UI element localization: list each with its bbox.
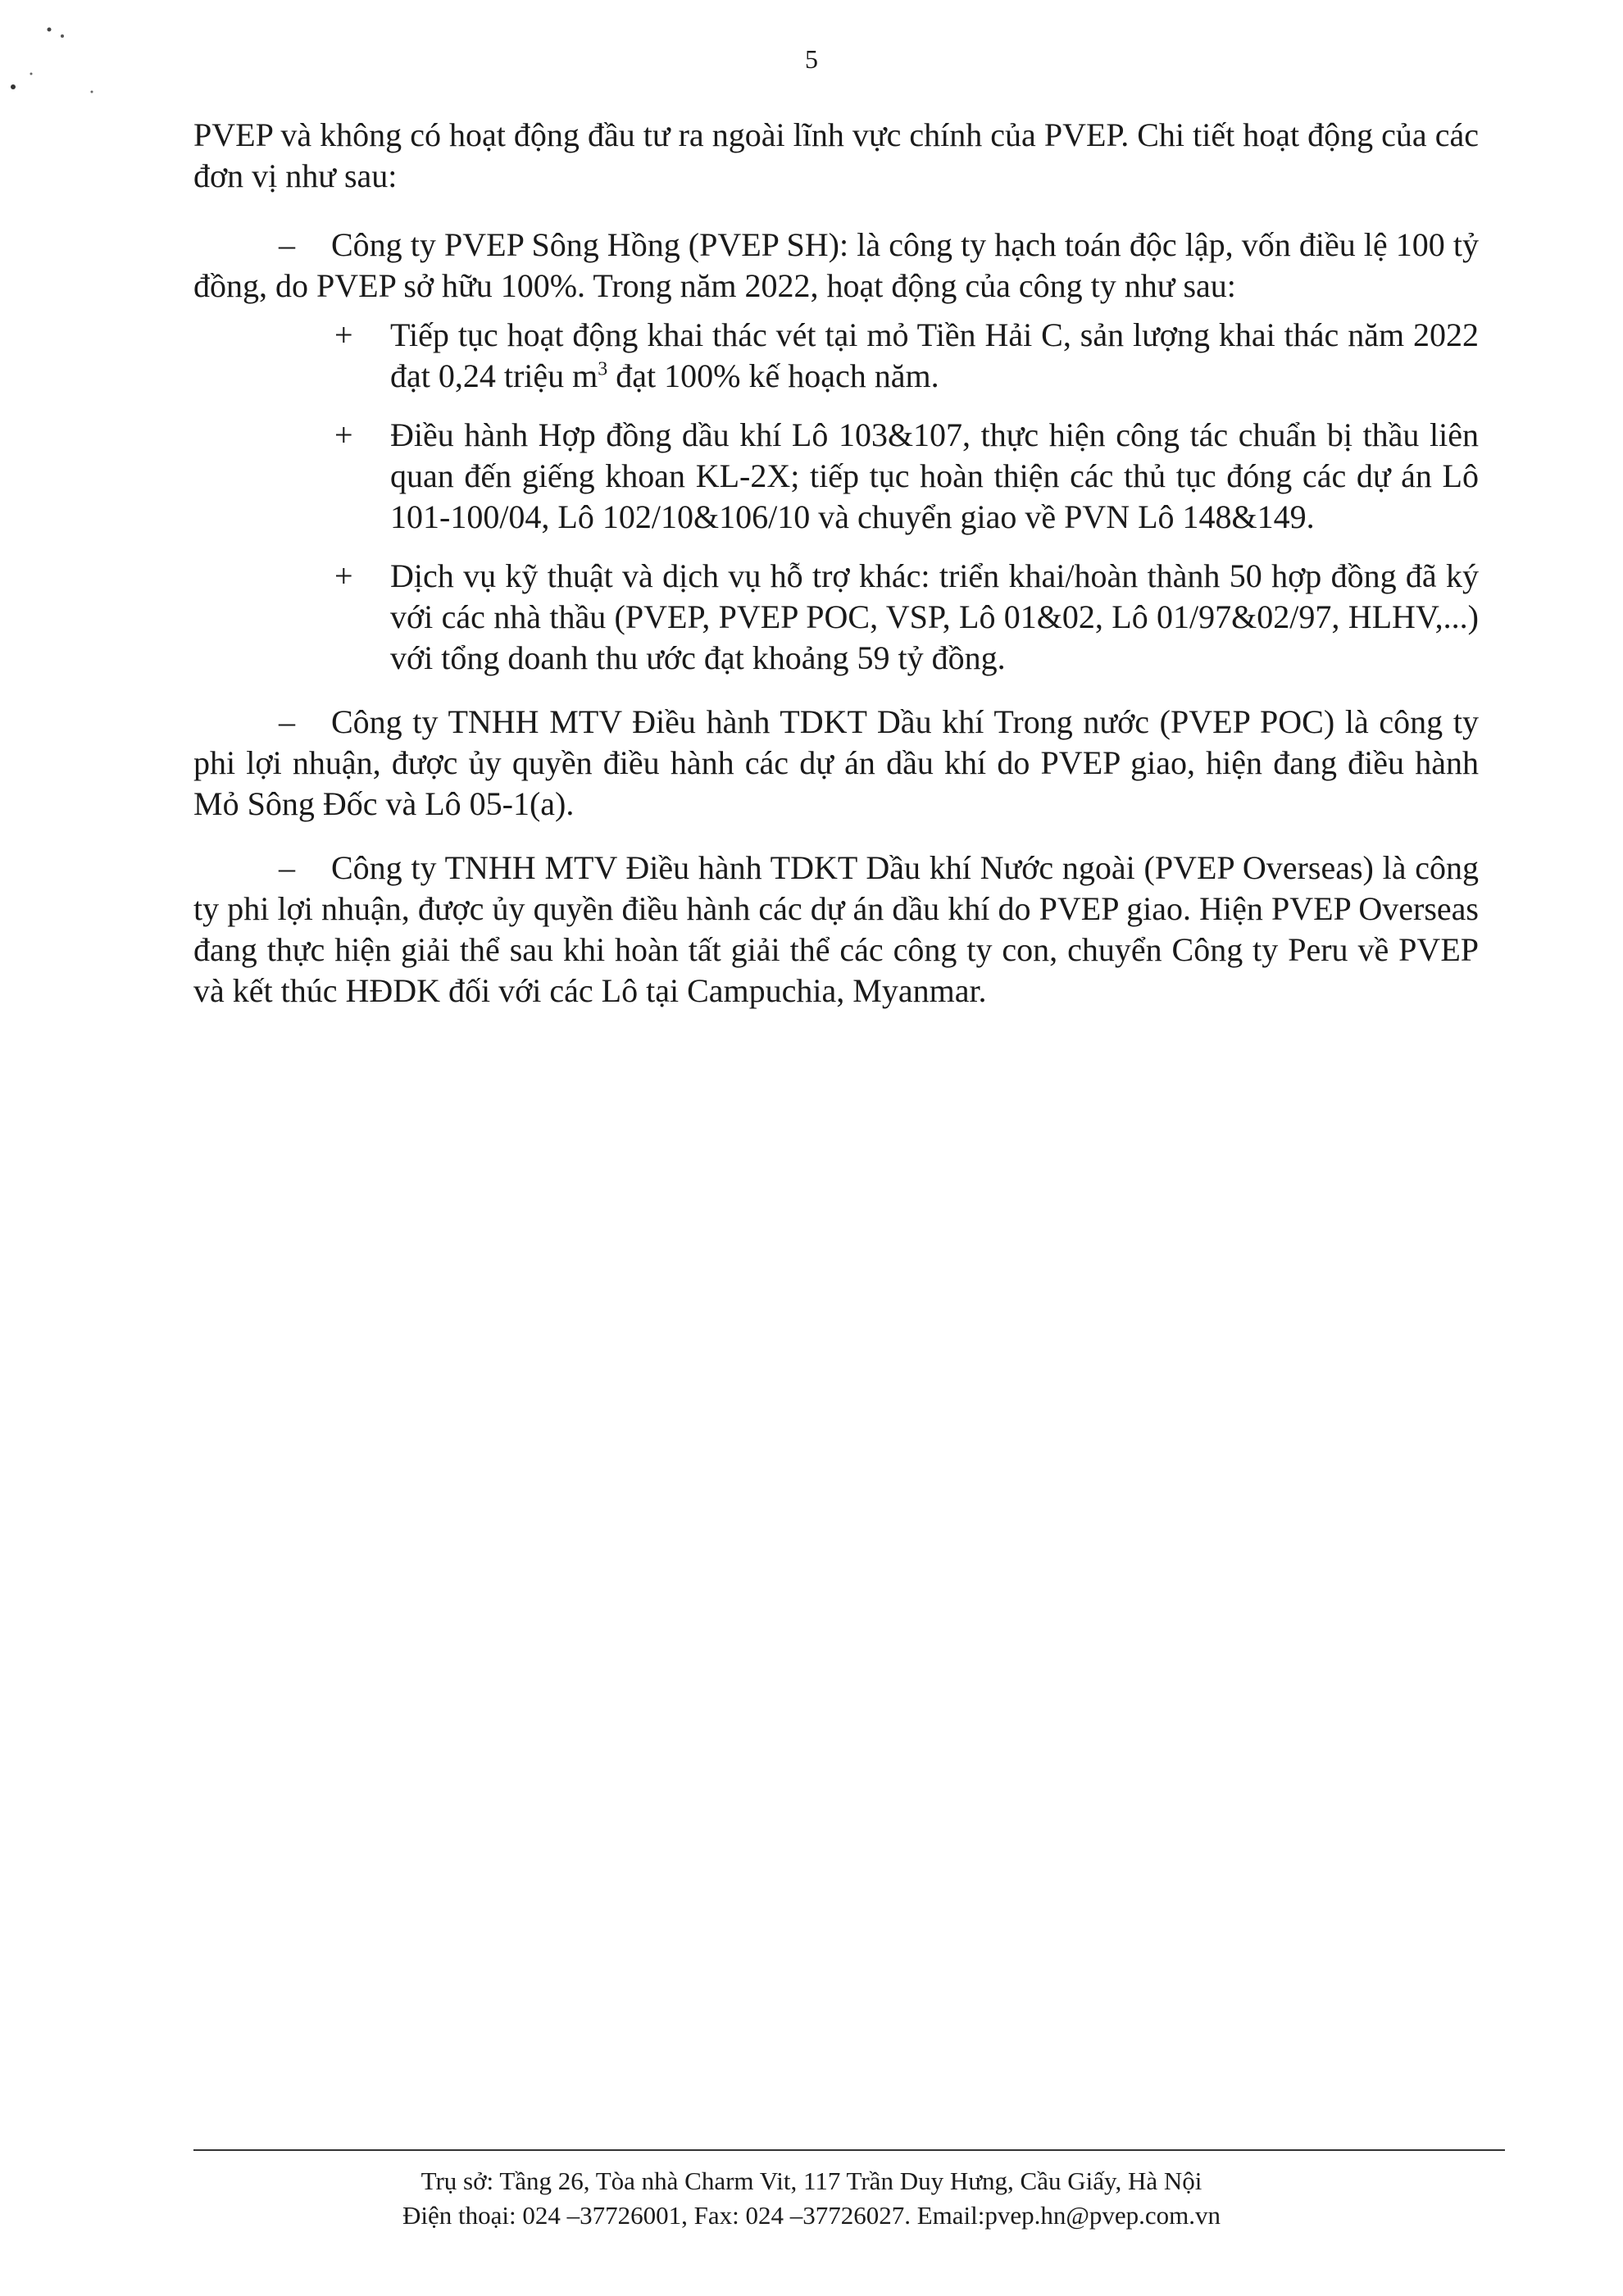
list-item-text: Điều hành Hợp đồng dầu khí Lô 103&107, thực hiện công tác chuẩn bị thầu liên quan đến giếng khoan KL-2X; tiếp tục hoàn thiện các thủ tục đóng các dự án Lô 101-100/04, Lô 102/10&106/10 và chuyển giao về PVN Lô 148&149. bbox=[390, 416, 1479, 535]
list-item-text: Dịch vụ kỹ thuật và dịch vụ hỗ trợ khác: triển khai/hoàn thành 50 hợp đồng đã ký với các nhà thầu (PVEP, PVEP POC, VSP, Lô 01&02, Lô 01/97&02/97, HLHV,...) với tổng doanh thu ước đạt khoảng 59 tỷ đồng. bbox=[390, 557, 1479, 676]
plus-marker: + bbox=[334, 557, 353, 594]
list-item bbox=[193, 415, 1479, 538]
intro-paragraph: PVEP và không có hoạt động đầu tư ra ngoài lĩnh vực chính của PVEP. Chi tiết hoạt động của các đơn vị như sau: bbox=[193, 116, 1479, 194]
unit-text: Công ty TNHH MTV Điều hành TDKT Dầu khí Trong nước (PVEP POC) là công ty phi lợi nhuận, được ủy quyền điều hành các dự án dầu khí do PVEP giao, hiện đang điều hành Mỏ Sông Đốc và Lô 05-1(a). bbox=[193, 703, 1479, 822]
document-body bbox=[193, 115, 1479, 1020]
unit-pvep-sh bbox=[193, 225, 1479, 307]
unit-pvep-overseas bbox=[193, 848, 1479, 1012]
pvep-sh-activities bbox=[193, 315, 1479, 679]
unit-text: Công ty PVEP Sông Hồng (PVEP SH): là công ty hạch toán độc lập, vốn điều lệ 100 tỷ đồng, do PVEP sở hữu 100%. Trong năm 2022, hoạt động của công ty như sau: bbox=[193, 226, 1479, 304]
plus-marker: + bbox=[334, 416, 353, 453]
list-item-text-end: đạt 100% kế hoạch năm. bbox=[607, 357, 939, 394]
footer-divider bbox=[193, 2149, 1505, 2151]
footer bbox=[0, 2164, 1623, 2233]
plus-marker: + bbox=[334, 316, 353, 353]
footer-address: Trụ sở: Tầng 26, Tòa nhà Charm Vit, 117 Trần Duy Hưng, Cầu Giấy, Hà Nội bbox=[421, 2166, 1202, 2195]
dash-marker: – bbox=[279, 226, 295, 263]
dash-marker: – bbox=[279, 703, 295, 740]
footer-contact: Điện thoại: 024 –37726001, Fax: 024 –37726027. Email:pvep.hn@pvep.com.vn bbox=[402, 2201, 1221, 2230]
superscript: 3 bbox=[598, 358, 608, 380]
list-item bbox=[193, 315, 1479, 397]
unit-pvep-poc bbox=[193, 702, 1479, 825]
dash-marker: – bbox=[279, 849, 295, 886]
list-item-text: Tiếp tục hoạt động khai thác vét tại mỏ Tiền Hải C, sản lượng khai thác năm 2022 đạt 0,24 triệu m bbox=[390, 316, 1479, 394]
unit-text: Công ty TNHH MTV Điều hành TDKT Dầu khí Nước ngoài (PVEP Overseas) là công ty phi lợi nhuận, được ủy quyền điều hành các dự án dầu khí do PVEP giao. Hiện PVEP Overseas đang thực hiện giải thể sau khi hoàn tất giải thể các công ty con, chuyển Công ty Peru về PVEP và kết thúc HĐDK đối với các Lô tại Campuchia, Myanmar. bbox=[193, 849, 1479, 1009]
page-number: 5 bbox=[805, 44, 818, 74]
list-item bbox=[193, 556, 1479, 679]
